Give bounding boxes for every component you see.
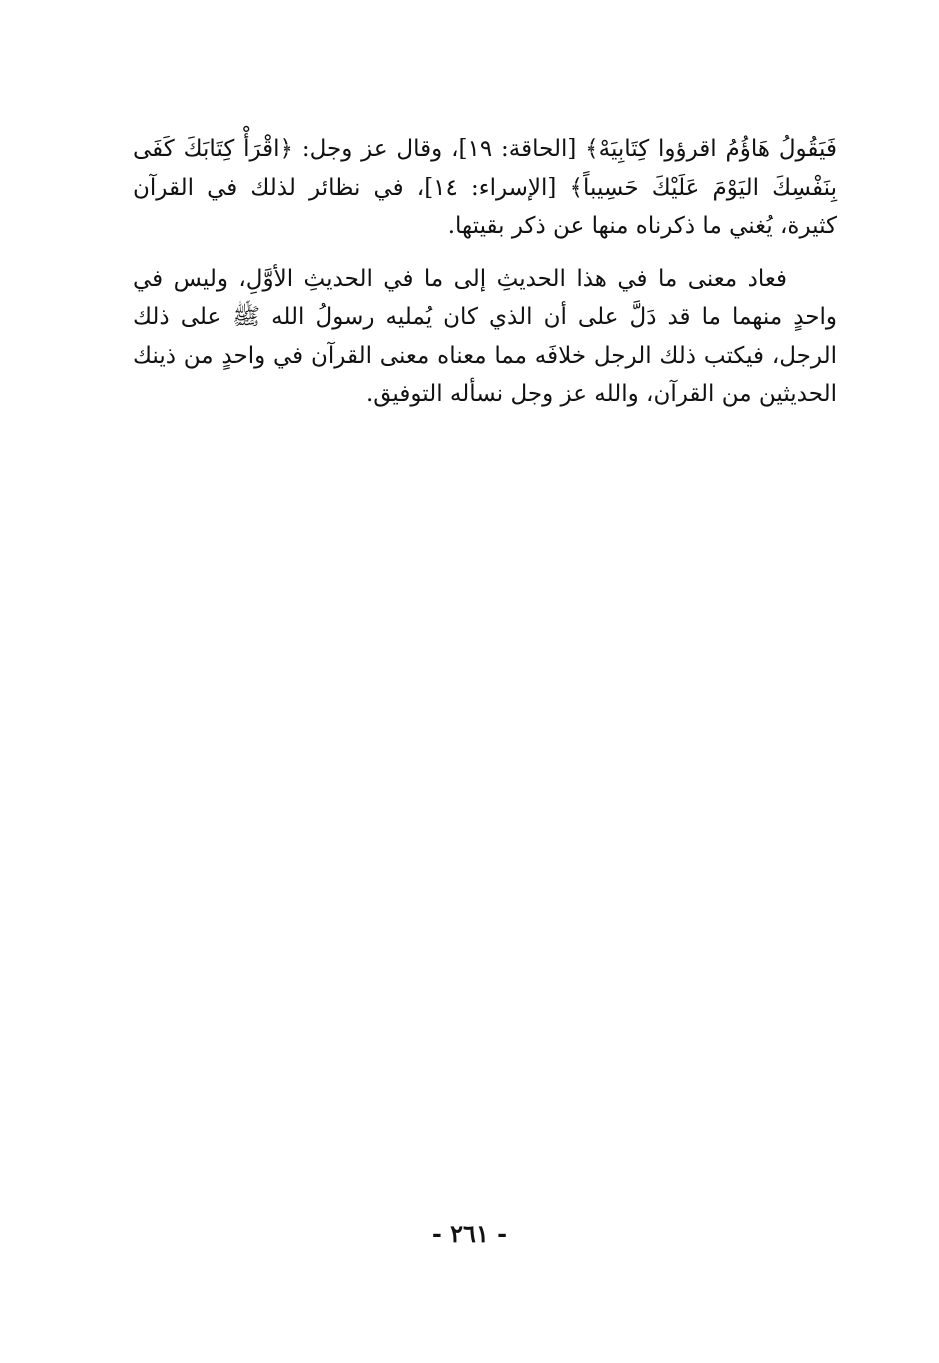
page-number: - ٢٦١ -	[431, 1219, 508, 1248]
paragraph-2: فعاد معنى ما في هذا الحديثِ إلى ما في الحديثِ الأوَّلِ، وليس في واحدٍ منهما ما قد دَلَّ على أن الذي كان يُمليه رسولُ الله ﷺ على ذلك الرجل، فيكتب ذلك الرجل خلافَه مما معناه معنى القرآن في واحدٍ من ذينك الحديثين من القرآن، والله عز وجل نسأله التوفيق.	[133, 265, 837, 407]
page-body	[133, 130, 837, 414]
paragraph-1: فَيَقُولُ هَاؤُمُ اقرؤوا كِتَابِيَهْ﴾ [الحاقة: ١٩]، وقال عز وجل: ﴿اقْرَأْ كِتَابَكَ كَفَى بِنَفْسِكَ اليَوْمَ عَلَيْكَ حَسِيباً﴾ [الإسراء: ١٤]، في نظائر لذلك في القرآن كثيرة، يُغني ما ذكرناه منها عن ذكر بقيتها.	[133, 136, 837, 239]
